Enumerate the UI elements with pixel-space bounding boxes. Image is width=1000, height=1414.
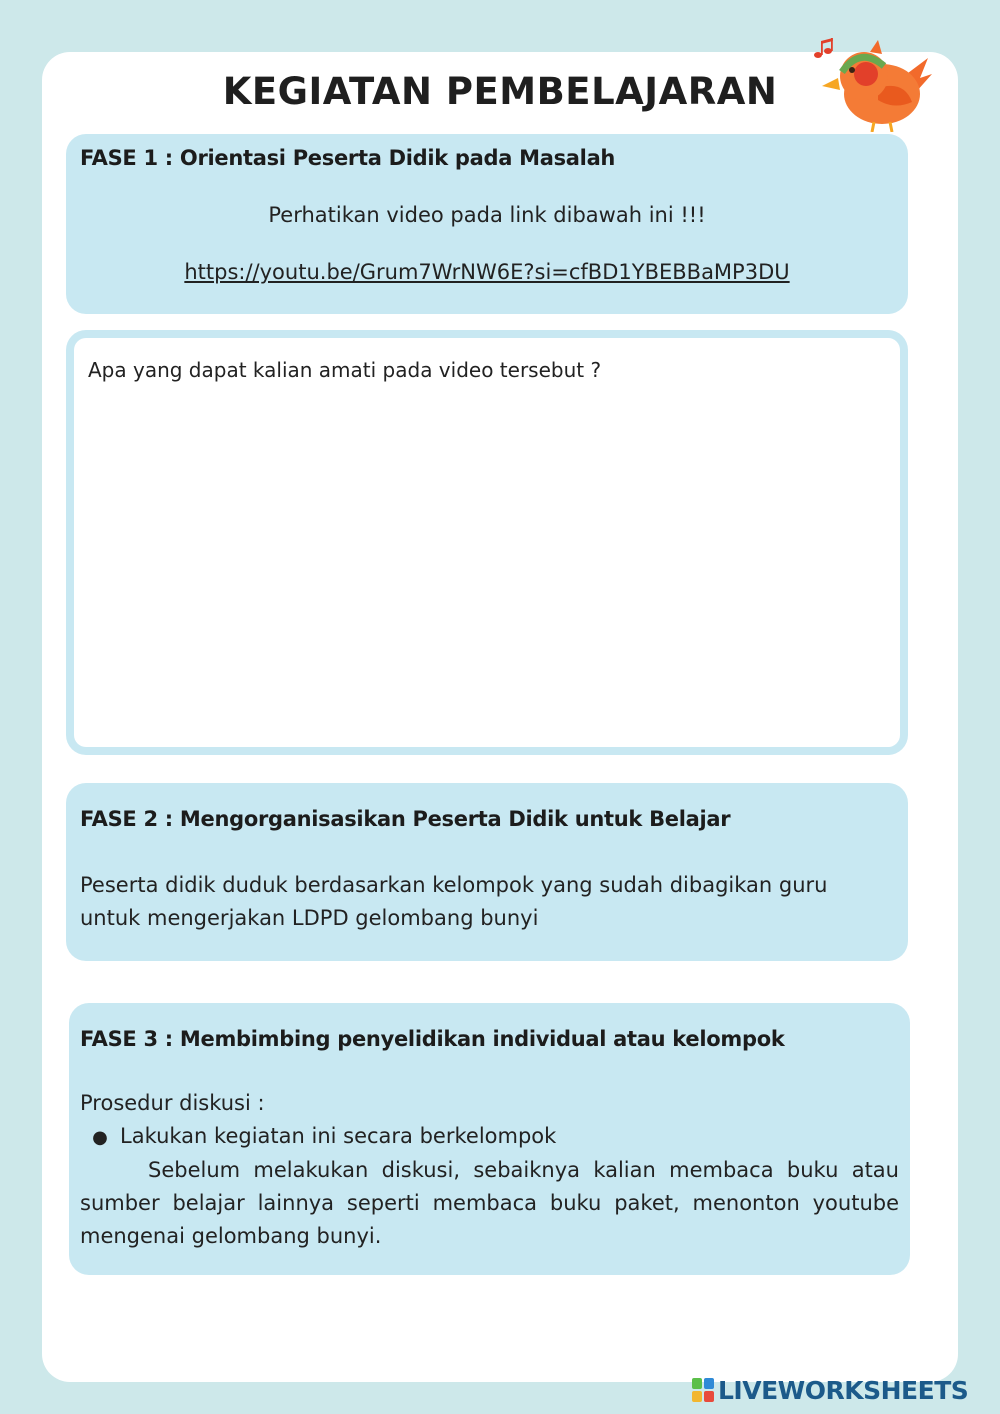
fase-1-title: FASE 1 : Orientasi Peserta Didik pada Masalah <box>80 146 616 170</box>
singing-bird-icon <box>808 36 934 132</box>
liveworksheets-logo-icon <box>692 1378 714 1402</box>
answer-frame <box>66 330 908 755</box>
fase-3-panel <box>69 1003 910 1275</box>
list-item <box>80 1120 899 1154</box>
fase-2-panel <box>66 783 908 961</box>
page-title: KEGIATAN PEMBELAJARAN <box>222 70 778 113</box>
brand-name: LIVEWORKSHEETS <box>718 1375 969 1405</box>
answer-textarea[interactable] <box>74 338 900 747</box>
bullet-icon: ● <box>92 1127 108 1148</box>
procedure-paragraph: Sebelum melakukan diskusi, sebaiknya kalian membaca buku atau sumber belajar lainnya seperti membaca buku paket, menonton youtube mengenai gelombang bunyi. <box>80 1158 899 1248</box>
question-prompt: Apa yang dapat kalian amati pada video tersebut ? <box>88 358 602 382</box>
fase-2-title: FASE 2 : Mengorganisasikan Peserta Didik untuk Belajar <box>80 807 731 831</box>
procedure-label: Prosedur diskusi : <box>80 1091 265 1115</box>
video-link[interactable]: https://youtu.be/Grum7WrNW6E?si=cfBD1YBEBBaMP3DU <box>184 260 790 284</box>
liveworksheets-brand[interactable] <box>692 1374 968 1406</box>
fase-1-panel <box>66 134 908 314</box>
fase-2-text: Peserta didik duduk berdasarkan kelompok yang sudah dibagikan guru untuk mengerjakan LDPD gelombang bunyi <box>80 873 828 930</box>
fase-1-instruction: Perhatikan video pada link dibawah ini !!! <box>268 203 706 227</box>
bullet-text: Lakukan kegiatan ini secara berkelompok <box>120 1124 557 1148</box>
fase-3-title: FASE 3 : Membimbing penyelidikan individual atau kelompok <box>80 1027 785 1051</box>
